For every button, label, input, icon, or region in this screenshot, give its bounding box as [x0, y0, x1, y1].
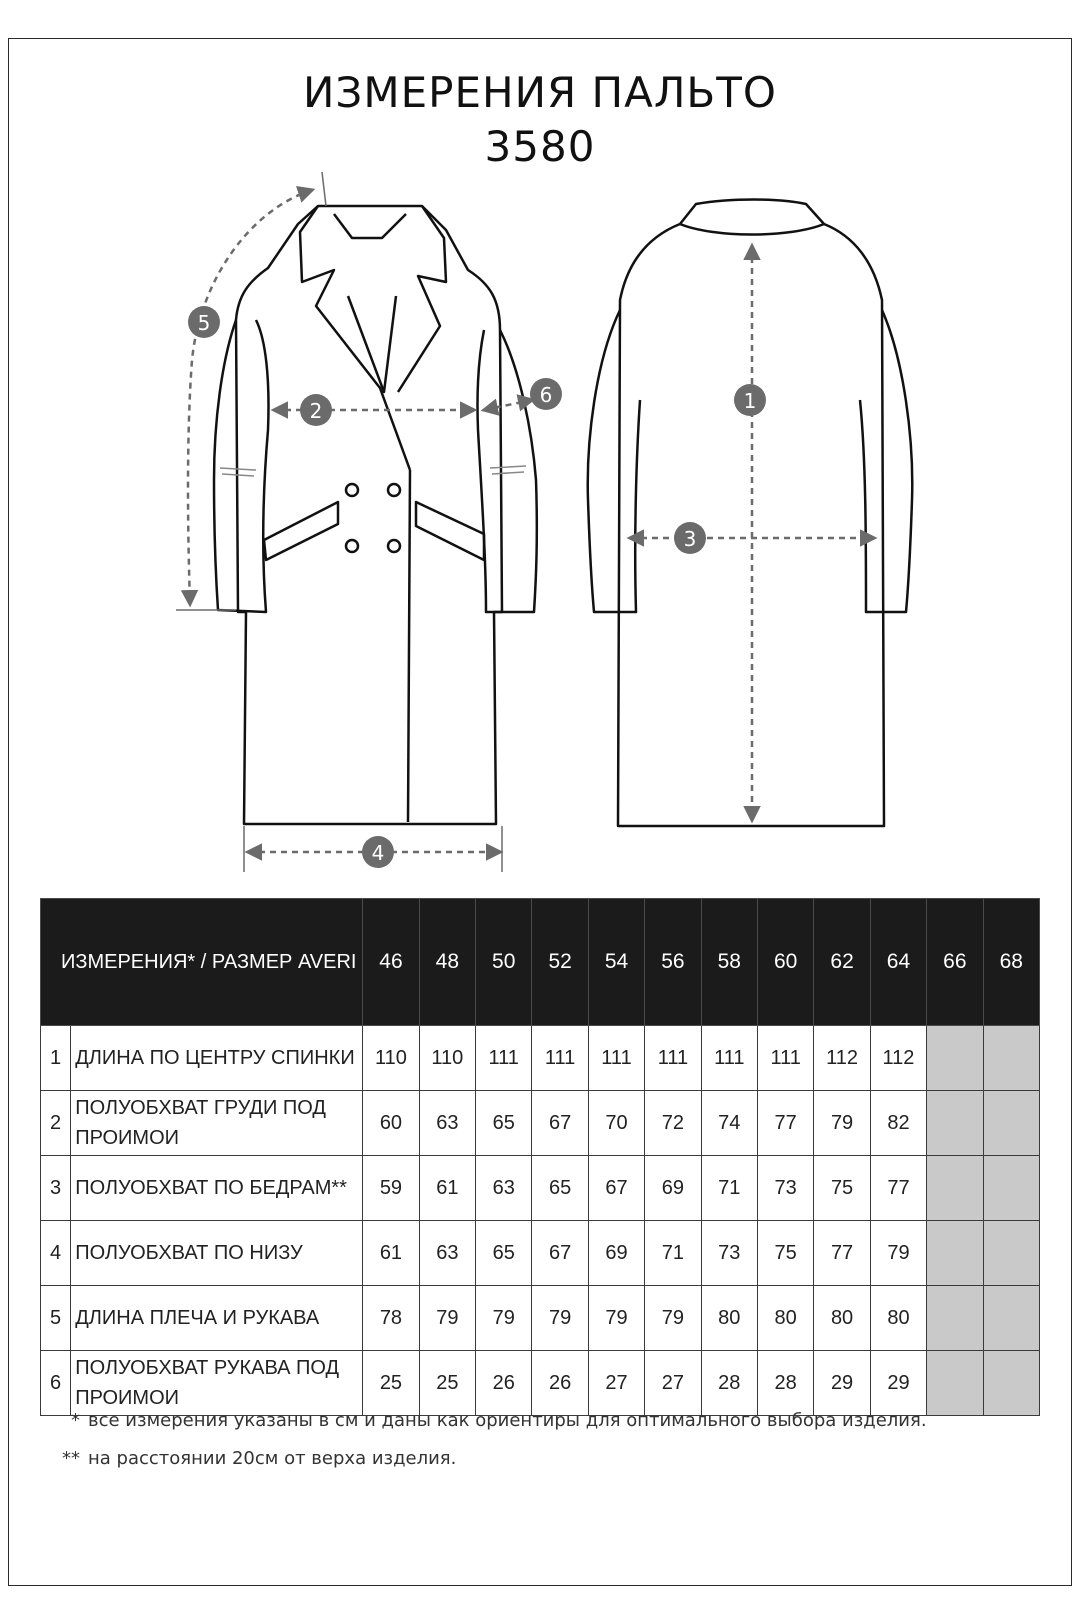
svg-text:6: 6: [539, 383, 553, 407]
unavailable-cell: [983, 1091, 1039, 1156]
value-cell: 112: [870, 1026, 926, 1091]
model-number: 3580: [484, 122, 596, 171]
value-cell: 71: [645, 1221, 701, 1286]
marker-6: [530, 378, 562, 410]
value-cell: 79: [419, 1286, 475, 1351]
coat-front-view: [214, 206, 537, 824]
measurement-guides: [188, 190, 874, 852]
table-header-label: ИЗМЕРЕНИЯ* / РАЗМЕР AVERI: [41, 899, 363, 1026]
footnote-text: на расстоянии 20см от верха изделия.: [88, 1448, 457, 1469]
unavailable-cell: [927, 1026, 983, 1091]
value-cell: 69: [588, 1221, 644, 1286]
back-collar: [680, 200, 824, 235]
value-cell: 79: [645, 1286, 701, 1351]
unavailable-cell: [983, 1221, 1039, 1286]
footnote-mark: **: [62, 1448, 80, 1469]
svg-text:2: 2: [309, 399, 323, 423]
unavailable-cell: [927, 1156, 983, 1221]
unavailable-cell: [983, 1156, 1039, 1221]
value-cell: 69: [645, 1156, 701, 1221]
footnote-text: все измерения указаны в см и даны как ориентиры для оптимального выбора изделия.: [88, 1410, 927, 1431]
measurement-label: ДЛИНА ПЛЕЧА И РУКАВА: [71, 1286, 363, 1351]
front-left-sleeve: [214, 320, 269, 612]
size-header: 64: [870, 899, 926, 1026]
value-cell: 67: [532, 1221, 588, 1286]
value-cell: 74: [701, 1091, 757, 1156]
row-number: 3: [41, 1156, 71, 1221]
table-row: [41, 1286, 1040, 1351]
value-cell: 75: [814, 1156, 870, 1221]
size-header: 58: [701, 899, 757, 1026]
table-header-row: [41, 899, 1040, 1026]
front-pocket-left: [264, 502, 338, 560]
sleeve-crease-right: [490, 466, 526, 474]
marker-1: [734, 384, 766, 416]
front-body-outline: [236, 206, 502, 824]
row-number: 2: [41, 1091, 71, 1156]
value-cell: 67: [532, 1091, 588, 1156]
value-cell: 71: [701, 1156, 757, 1221]
value-cell: 111: [532, 1026, 588, 1091]
unavailable-cell: [983, 1351, 1039, 1416]
value-cell: 111: [757, 1026, 813, 1091]
measurement-label: ПОЛУОБХВАТ ПО БЕДРАМ**: [71, 1156, 363, 1221]
value-cell: 112: [814, 1026, 870, 1091]
size-header: 50: [476, 899, 532, 1026]
size-header: 62: [814, 899, 870, 1026]
value-cell: 26: [532, 1351, 588, 1416]
value-cell: 61: [419, 1156, 475, 1221]
value-cell: 70: [588, 1091, 644, 1156]
value-cell: 25: [419, 1351, 475, 1416]
size-header: 68: [983, 899, 1039, 1026]
measurement-label: ПОЛУОБХВАТ ГРУДИ ПОД ПРОИМОИ: [71, 1091, 363, 1156]
row-number: 4: [41, 1221, 71, 1286]
unavailable-cell: [927, 1351, 983, 1416]
value-cell: 78: [363, 1286, 419, 1351]
value-cell: 79: [532, 1286, 588, 1351]
value-cell: 82: [870, 1091, 926, 1156]
table-row: [41, 1156, 1040, 1221]
front-button: [388, 484, 400, 496]
svg-text:5: 5: [197, 311, 211, 335]
unavailable-cell: [927, 1286, 983, 1351]
row-number: 6: [41, 1351, 71, 1416]
guide-5-sleeve-length: [188, 190, 312, 604]
measurement-label: ПОЛУОБХВАТ ПО НИЗУ: [71, 1221, 363, 1286]
front-collar-right: [398, 206, 446, 392]
front-button: [346, 540, 358, 552]
value-cell: 73: [701, 1221, 757, 1286]
value-cell: 80: [701, 1286, 757, 1351]
value-cell: 80: [870, 1286, 926, 1351]
value-cell: 111: [645, 1026, 701, 1091]
measurement-label: ПОЛУОБХВАТ РУКАВА ПОД ПРОИМОИ: [71, 1351, 363, 1416]
size-header: 46: [363, 899, 419, 1026]
value-cell: 63: [476, 1156, 532, 1221]
measurement-label: ДЛИНА ПО ЦЕНТРУ СПИНКИ: [71, 1026, 363, 1091]
value-cell: 67: [588, 1156, 644, 1221]
value-cell: 65: [476, 1221, 532, 1286]
table-row: [41, 1026, 1040, 1091]
size-table: [40, 898, 1040, 1416]
value-cell: 61: [363, 1221, 419, 1286]
value-cell: 77: [870, 1156, 926, 1221]
value-cell: 77: [757, 1091, 813, 1156]
value-cell: 110: [363, 1026, 419, 1091]
marker-5: [188, 306, 220, 338]
front-collar-left: [300, 206, 410, 470]
footnote-mark: *: [71, 1410, 80, 1431]
svg-text:4: 4: [371, 841, 385, 865]
value-cell: 28: [701, 1351, 757, 1416]
row-number: 5: [41, 1286, 71, 1351]
value-cell: 77: [814, 1221, 870, 1286]
front-button: [346, 484, 358, 496]
value-cell: 27: [588, 1351, 644, 1416]
value-cell: 59: [363, 1156, 419, 1221]
unavailable-cell: [983, 1026, 1039, 1091]
size-header: 56: [645, 899, 701, 1026]
table-row: [41, 1091, 1040, 1156]
marker-2: [300, 394, 332, 426]
value-cell: 111: [476, 1026, 532, 1091]
front-center-line: [408, 470, 410, 822]
value-cell: 29: [870, 1351, 926, 1416]
size-header: 54: [588, 899, 644, 1026]
value-cell: 79: [588, 1286, 644, 1351]
back-left-sleeve: [588, 310, 640, 612]
coat-back-view: [588, 200, 912, 827]
page-title: ИЗМЕРЕНИЯ ПАЛЬТО: [303, 68, 777, 117]
value-cell: 28: [757, 1351, 813, 1416]
table-row: [41, 1351, 1040, 1416]
footnote-1: [50, 1410, 927, 1431]
size-header: 66: [927, 899, 983, 1026]
marker-3: [674, 522, 706, 554]
value-cell: 75: [757, 1221, 813, 1286]
svg-text:1: 1: [743, 389, 757, 413]
value-cell: 65: [476, 1091, 532, 1156]
value-cell: 29: [814, 1351, 870, 1416]
value-cell: 79: [870, 1221, 926, 1286]
front-button: [388, 540, 400, 552]
front-neckline: [334, 214, 406, 238]
value-cell: 73: [757, 1156, 813, 1221]
size-header: 60: [757, 899, 813, 1026]
value-cell: 63: [419, 1221, 475, 1286]
value-cell: 25: [363, 1351, 419, 1416]
value-cell: 65: [532, 1156, 588, 1221]
row-number: 1: [41, 1026, 71, 1091]
unavailable-cell: [927, 1091, 983, 1156]
value-cell: 63: [419, 1091, 475, 1156]
unavailable-cell: [927, 1221, 983, 1286]
value-cell: 111: [701, 1026, 757, 1091]
svg-text:3: 3: [683, 527, 697, 551]
value-cell: 80: [814, 1286, 870, 1351]
size-header: 48: [419, 899, 475, 1026]
value-cell: 26: [476, 1351, 532, 1416]
front-pocket-right: [416, 502, 484, 560]
value-cell: 60: [363, 1091, 419, 1156]
front-right-sleeve: [477, 330, 536, 612]
size-header: 52: [532, 899, 588, 1026]
value-cell: 72: [645, 1091, 701, 1156]
unavailable-cell: [983, 1286, 1039, 1351]
value-cell: 80: [757, 1286, 813, 1351]
value-cell: 27: [645, 1351, 701, 1416]
value-cell: 110: [419, 1026, 475, 1091]
footnote-2: [50, 1448, 456, 1469]
table-row: [41, 1221, 1040, 1286]
marker-4: [362, 836, 394, 868]
value-cell: 111: [588, 1026, 644, 1091]
value-cell: 79: [476, 1286, 532, 1351]
value-cell: 79: [814, 1091, 870, 1156]
back-right-sleeve: [860, 310, 912, 612]
